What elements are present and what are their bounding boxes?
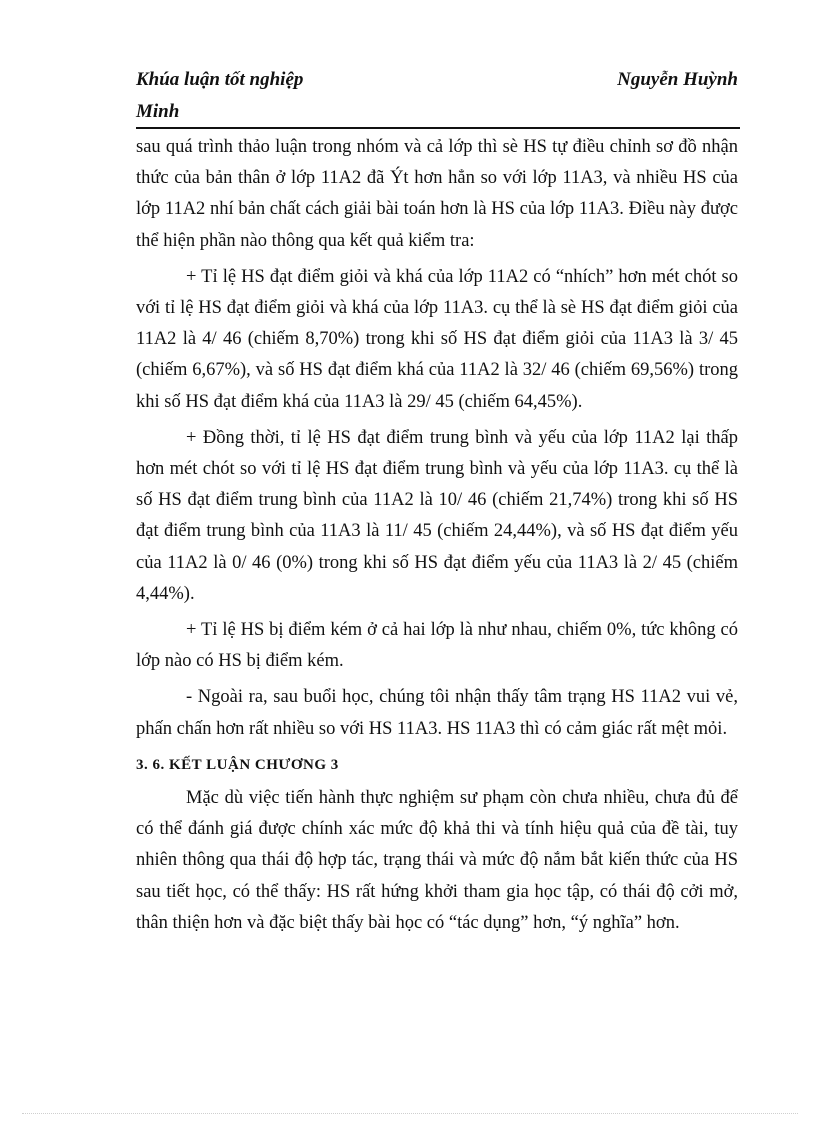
header-divider bbox=[136, 127, 740, 129]
paragraph-mood: - Ngoài ra, sau buổi học, chúng tôi nhận thấy tâm trạng HS 11A2 vui vẻ, phấn chấn hơn rất nhiều so với HS 11A3. HS 11A3 thì có cảm giác rất mệt mỏi. bbox=[136, 687, 738, 739]
paragraph-poor-rate: + Tỉ lệ HS bị điểm kém ở cả hai lớp là như nhau, chiếm 0%, tức không có lớp nào có HS bị điểm kém. bbox=[136, 620, 738, 672]
header-author-continued: Minh bbox=[136, 101, 180, 122]
section-heading: 3. 6. KẾT LUẬN CHƯƠNG 3 bbox=[136, 756, 339, 773]
paragraph-conclusion: Mặc dù việc tiến hành thực nghiệm sư phạm còn chưa nhiều, chưa đủ để có thể đánh giá được chính xác mức độ khả thi và tính hiệu quả của đề tài, tuy nhiên thông qua thái độ hợp tác, trạng thái và mức độ nắm bắt kiến thức của HS sau tiết học, có thể thấy: HS rất hứng khởi tham gia học tập, có thái độ cởi mở, thân thiện hơn và đặc biệt thấy bài học có “tác dụng” hơn, “ý nghĩa” hơn. bbox=[136, 788, 738, 933]
document-body bbox=[136, 132, 738, 944]
page-bottom-border bbox=[22, 1113, 798, 1114]
paragraph-intro: sau quá trình thảo luận trong nhóm và cả lớp thì sè HS tự điều chỉnh sơ đồ nhận thức của bản thân ở lớp 11A2 đã Ýt hơn hẳn so với lớp 11A3, và nhiều HS của lớp 11A2 nhí bản chất cách giải bài toán hơn là HS của lớp 11A3. Điều này được thể hiện phần nào thông qua kết quả kiểm tra: bbox=[136, 137, 738, 251]
header-title: Khúa luận tốt nghiệp bbox=[136, 69, 304, 90]
paragraph-good-rate: + Tỉ lệ HS đạt điểm giỏi và khá của lớp 11A2 có “nhích” hơn mét chót so với tỉ lệ HS đạt điểm giỏi và khá của lớp 11A3. cụ thể là sè HS đạt điểm giỏi của 11A2 là 4/ 46 (chiếm 8,70%) trong khi số HS đạt điểm giỏi của 11A3 là 3/ 45 (chiếm 6,67%), và số HS đạt điểm khá của 11A2 là 32/ 46 (chiếm 69,56%) trong khi số HS đạt điểm khá của 11A3 là 29/ 45 (chiếm 64,45%). bbox=[136, 266, 738, 412]
paragraph-average-rate: + Đồng thời, tỉ lệ HS đạt điểm trung bình và yếu của lớp 11A2 lại thấp hơn mét chót so với tỉ lệ HS đạt điểm trung bình và yếu của lớp 11A3. cụ thể là số HS đạt điểm trung bình của 11A2 là 10/ 46 (chiếm 21,74%) trong khi số HS đạt điểm trung bình của 11A3 là 11/ 45 (chiếm 24,44%), và số HS đạt điểm yếu của 11A2 là 0/ 46 (0%) trong khi số HS đạt điểm yếu của 11A3 là 2/ 45 (chiếm 4,44%). bbox=[136, 427, 738, 604]
header-author: Nguyễn Huỳnh bbox=[617, 69, 738, 90]
